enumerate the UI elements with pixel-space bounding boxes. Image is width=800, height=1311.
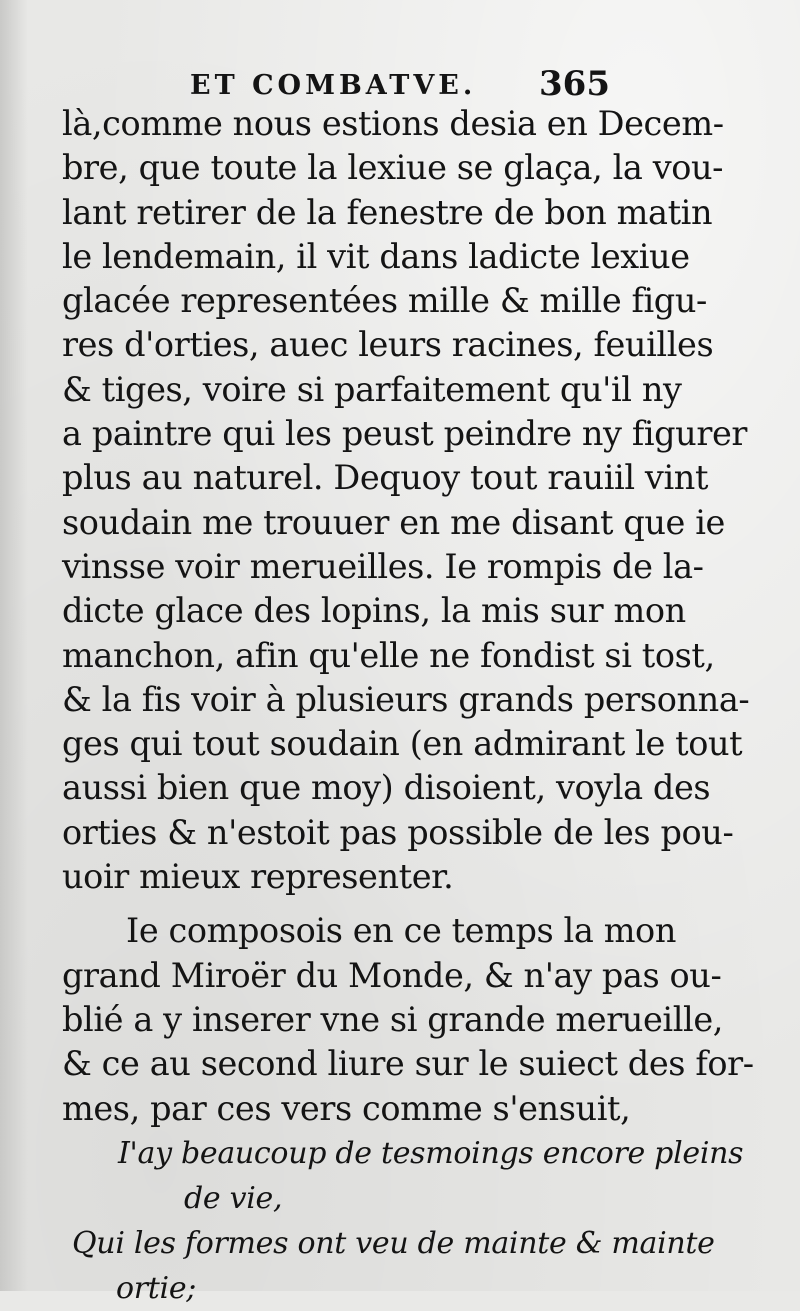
- verse-line: ortie;: [116, 1270, 197, 1306]
- text-line: a paintre qui les peust peindre ny figurer: [62, 414, 748, 454]
- text-line: glacée representées mille & mille figu-: [62, 281, 707, 321]
- text-line: Ie composois en ce temps la mon: [126, 911, 677, 951]
- page-gutter-shadow: [0, 0, 28, 1291]
- text-line: dicte glace des lopins, la mis sur mon: [62, 591, 686, 631]
- paragraph-spacer: [62, 899, 644, 909]
- text-line: orties & n'estoit pas possible de les pou-: [62, 812, 734, 852]
- text-line: le lendemain, il vit dans ladicte lexiue: [62, 236, 690, 276]
- text-line: ges qui tout soudain (en admirant le tout: [62, 724, 743, 764]
- text-line: soudain me trouuer en me disant que ie: [62, 502, 725, 542]
- text-line: & tiges, voire si parfaitement qu'il ny: [62, 369, 682, 409]
- paragraph-1: [62, 102, 750, 899]
- verse-block: [62, 1131, 744, 1311]
- text-line: grand Miroër du Monde, & n'ay pas ou-: [62, 955, 722, 995]
- text-line: là,comme nous estions desia en Decem-: [62, 104, 724, 143]
- text-line: vinsse voir merueilles. Ie rompis de la-: [62, 546, 704, 586]
- text-line: bre, que toute la lexiue se glaça, la vou-: [62, 148, 724, 188]
- text-line: manchon, afin qu'elle ne fondist si tost,: [62, 635, 715, 675]
- text-line: mes, par ces vers comme s'ensuit,: [62, 1088, 631, 1128]
- running-head: ET COMBATVE.: [190, 70, 477, 101]
- verse-line: Qui les formes ont veu de mainte & mainte: [72, 1225, 715, 1261]
- text-line: plus au naturel. Dequoy tout rauiil vint: [62, 458, 709, 498]
- verse-line: de vie,: [184, 1180, 283, 1216]
- text-line: & la fis voir à plusieurs grands personna-: [62, 679, 750, 719]
- text-line: res d'orties, auec leurs racines, feuilles: [62, 325, 714, 365]
- page-number: 365: [539, 64, 610, 104]
- page-body: [62, 102, 754, 1311]
- text-line: uoir mieux representer.: [62, 857, 454, 897]
- text-line: lant retirer de la fenestre de bon matin: [62, 192, 713, 232]
- paragraph-2: [62, 909, 754, 1130]
- text-line: aussi bien que moy) disoient, voyla des: [62, 768, 711, 808]
- text-line: blié a y inserer vne si grande merueille,: [62, 999, 724, 1039]
- verse-line: I'ay beaucoup de tesmoings encore pleins: [118, 1135, 744, 1171]
- text-line: & ce au second liure sur le suiect des for-: [62, 1044, 754, 1084]
